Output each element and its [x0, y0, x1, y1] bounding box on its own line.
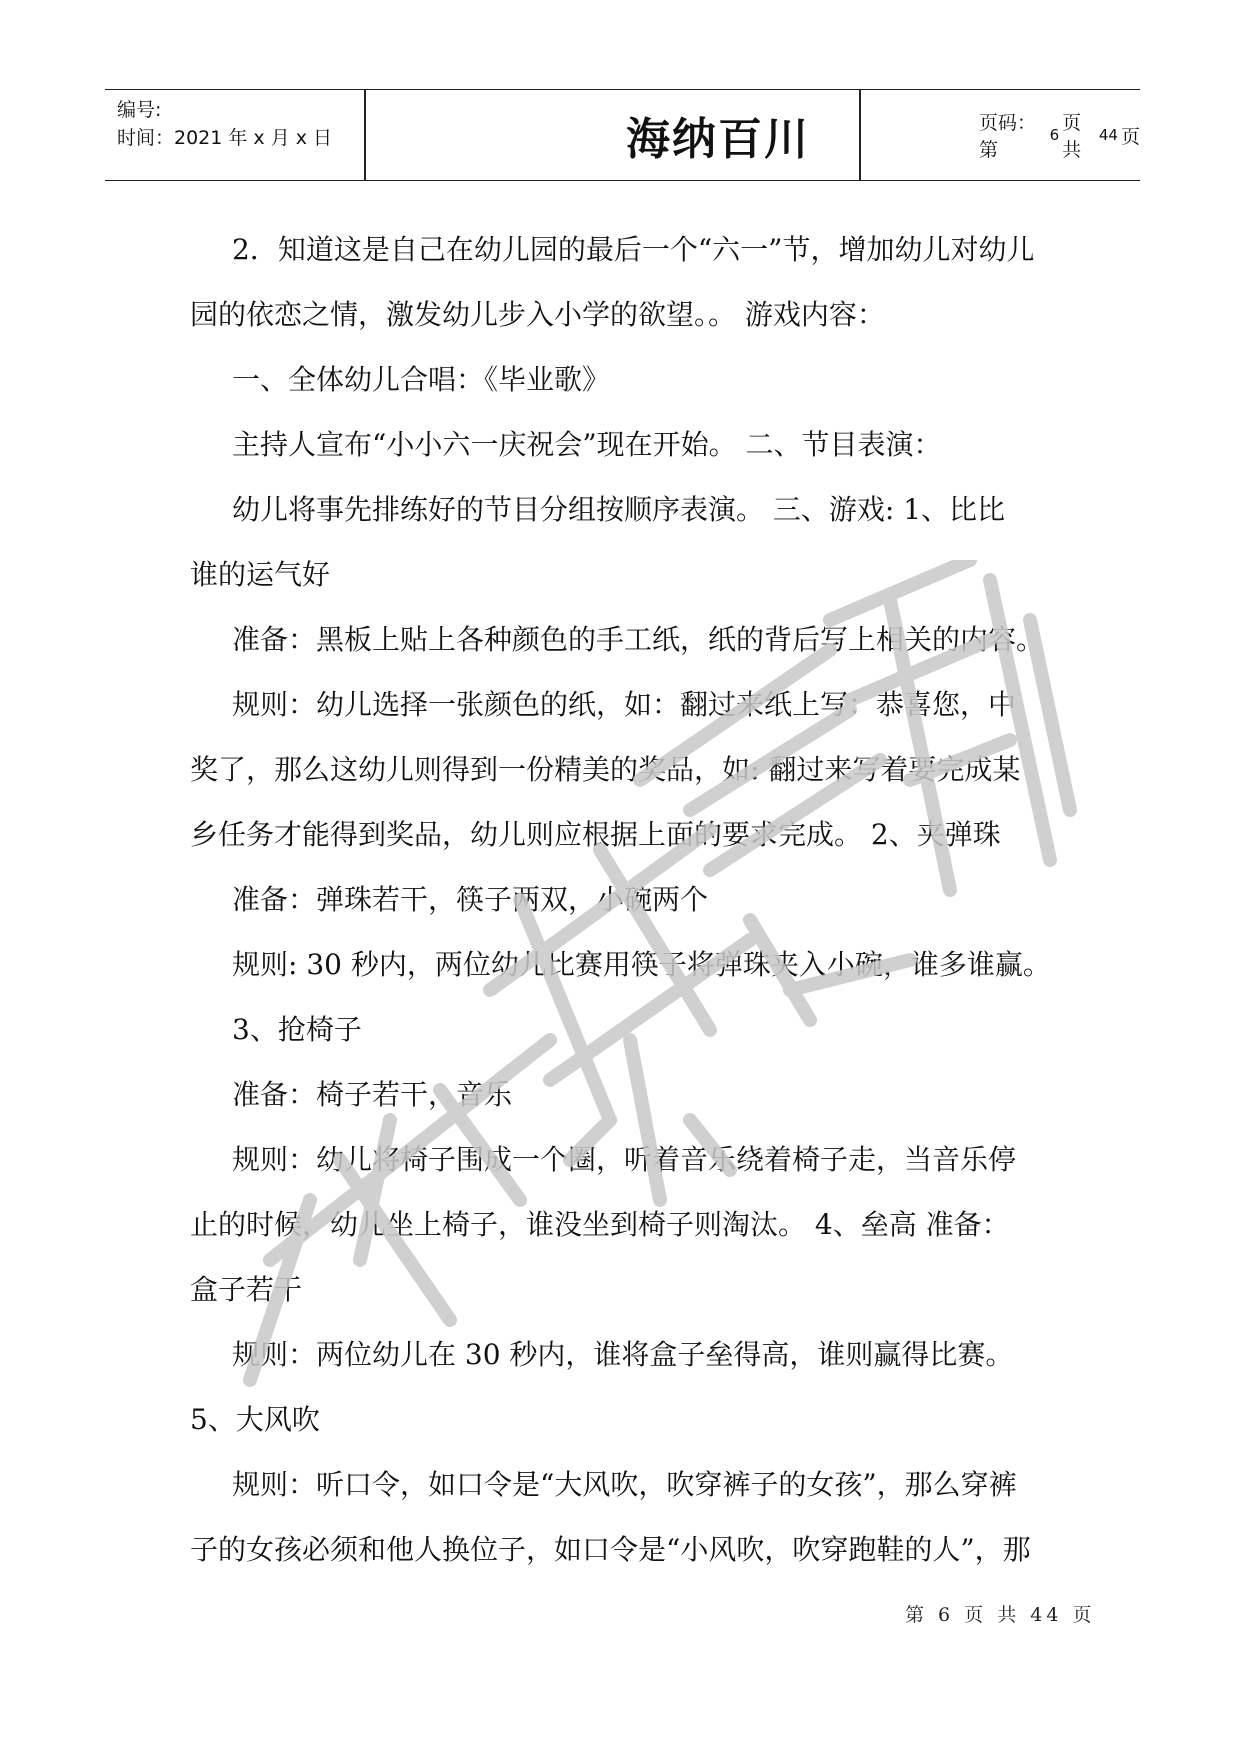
header-meta — [117, 96, 332, 152]
page-total: 44 — [1098, 126, 1118, 144]
paragraph-line: 园的依恋之情，激发幼儿步入小学的欲望。。 游戏内容： — [190, 298, 885, 331]
page-header — [105, 89, 1140, 181]
paragraph-line: 子的女孩必须和他人换位子，如口令是“小风吹，吹穿跑鞋的人”，那 — [190, 1533, 1031, 1566]
paragraph-line: 规则：两位幼儿在 30 秒内，谁将盒子垒得高，谁则赢得比赛。 — [232, 1338, 1014, 1371]
paragraph-line: 乡任务才能得到奖品，幼儿则应根据上面的要求完成。 2、夹弹珠 — [190, 818, 1001, 851]
paragraph-line: 幼儿将事先排练好的节目分组按顺序表演。 三、游戏: 1、比比 — [232, 493, 1006, 526]
page-suffix: 页 — [1120, 125, 1140, 148]
paragraph-line: 3、抢椅子 — [232, 1013, 362, 1046]
paragraph-line: 谁的运气好 — [190, 558, 331, 591]
paragraph-line: 准备：黑板上贴上各种颜色的手工纸，纸的背后写上相关的内容。 — [232, 623, 1045, 656]
document-body — [190, 217, 1070, 1582]
paragraph-line: 规则：幼儿将椅子围成一个圈，听着音乐绕着椅子走，当音乐停 — [232, 1143, 1017, 1176]
paragraph-line: 一、全体幼儿合唱：《毕业歌》 — [232, 363, 611, 396]
document-date: 时间：2021 年 x 月 x 日 — [117, 127, 333, 149]
paragraph-line: 主持人宣布“小小六一庆祝会”现在开始。 二、节目表演： — [232, 428, 942, 461]
paragraph-line: 5、大风吹 — [190, 1403, 320, 1436]
paragraph-line: 规则: 30 秒内，两位幼儿比赛用筷子将弹珠夹入小碗，谁多谁赢。 — [232, 948, 1051, 981]
document-number-label: 编号: — [117, 99, 162, 121]
page-prefix: 页码：第 — [979, 112, 1037, 161]
header-page-number — [979, 90, 1140, 180]
paragraph-line: 盒子若干 — [190, 1273, 303, 1306]
paragraph-line: 准备：椅子若干，音乐 — [232, 1078, 513, 1111]
page-middle: 页共 — [1062, 112, 1082, 161]
paragraph-line: 规则：听口令，如口令是“大风吹，吹穿裤子的女孩”，那么穿裤 — [232, 1468, 1017, 1501]
header-divider-left — [364, 90, 366, 180]
paragraph-line: 奖了，那么这幼儿则得到一份精美的奖品，如: 翻过来写着要完成某 — [190, 753, 1021, 786]
header-title: 海纳百川 — [626, 114, 810, 165]
paragraph-line: 准备：弹珠若干，筷子两双，小碗两个 — [232, 883, 709, 916]
paragraph-line: 2．知道这是自己在幼儿园的最后一个“六一”节，增加幼儿对幼儿 — [232, 233, 1035, 266]
header-divider-right — [859, 90, 861, 180]
paragraph-line: 规则：幼儿选择一张颜色的纸，如：翻过来纸上写：恭喜您，中 — [232, 688, 1017, 721]
page-current: 6 — [1049, 126, 1060, 144]
page-footer: 第 6 页 共 44 页 — [905, 1604, 1096, 1626]
paragraph-line: 止的时候，幼儿坐上椅子，谁没坐到椅子则淘汰。 4、垒高 准备： — [190, 1208, 1010, 1241]
